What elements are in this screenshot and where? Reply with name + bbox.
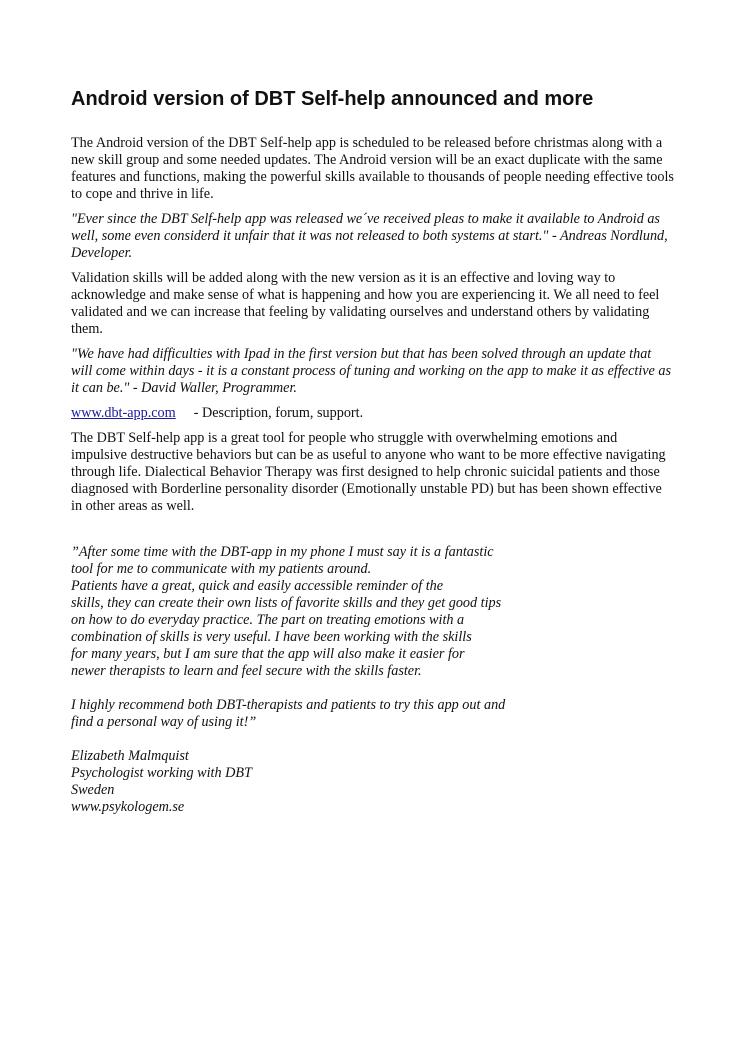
website-link[interactable]: www.dbt-app.com (71, 405, 176, 421)
signature-country: Sweden (71, 782, 115, 798)
testimonial-spacer (71, 680, 551, 697)
signature-website: www.psykologem.se (71, 799, 185, 815)
intro-paragraph: The Android version of the DBT Self-help app is scheduled to be released before christmas along with a new skill group and some needed updates. The Android version will be an exact duplicate with the same features and functions, making the powerful skills available to thousands of people needing effective tools to cope and thrive in life. (71, 135, 674, 202)
about-paragraph: The DBT Self-help app is a great tool for people who struggle with overwhelming emotions and impulsive destructive behaviors but can be as useful to anyone who want to be more effective navigating through life. Dialectical Behavior Therapy was first designed to help chronic suicidal patients and those diagnosed with Borderline personality disorder (Emotionally unstable PD) but has been shown effective in other areas as well. (71, 430, 666, 514)
testimonial-line: combination of skills is very useful. I have been working with the skills (71, 629, 472, 645)
signature-role: Psychologist working with DBT (71, 765, 252, 781)
testimonial-line: on how to do everyday practice. The part on treating emotions with a (71, 612, 465, 628)
testimonial-block (71, 544, 551, 816)
testimonial-line: ”After some time with the DBT-app in my phone I must say it is a fantastic (71, 544, 494, 560)
recommendation-line: find a personal way of using it!” (71, 714, 257, 730)
signature-name: Elizabeth Malmquist (71, 748, 189, 764)
article-body (71, 135, 675, 523)
document-title: Android version of DBT Self-help announced and more (71, 88, 594, 110)
programmer-quote: "We have had difficulties with Ipad in the first version but that has been solved through an update that will come within days - it is a constant process of tuning and working on the app to make it as effective as it can be." - David Waller, Programmer. (71, 346, 672, 396)
testimonial-line: for many years, but I am sure that the app will also make it easier for (71, 646, 465, 662)
testimonial-line: Patients have a great, quick and easily accessible reminder of the (71, 578, 444, 594)
validation-paragraph: Validation skills will be added along with the new version as it is an effective and loving way to acknowledge and make sense of what is happening and how you are experiencing it. We all need to feel validated and we can increase that feeling by validating ourselves and understand others by validating them. (71, 270, 660, 337)
testimonial-line: tool for me to communicate with my patients around. (71, 561, 372, 577)
website-line (71, 405, 675, 422)
recommendation-line: I highly recommend both DBT-therapists and patients to try this app out and (71, 697, 506, 713)
testimonial-line: skills, they can create their own lists of favorite skills and they get good tips (71, 595, 502, 611)
signature-spacer (71, 731, 551, 748)
testimonial-line: newer therapists to learn and feel secure with the skills faster. (71, 663, 422, 679)
website-description: - Description, forum, support. (193, 405, 364, 421)
developer-quote: "Ever since the DBT Self-help app was released we´ve received pleas to make it available to Android as well, some even considerd it unfair that it was not released to both systems at start." - Andreas Nordlund, Developer. (71, 211, 668, 261)
